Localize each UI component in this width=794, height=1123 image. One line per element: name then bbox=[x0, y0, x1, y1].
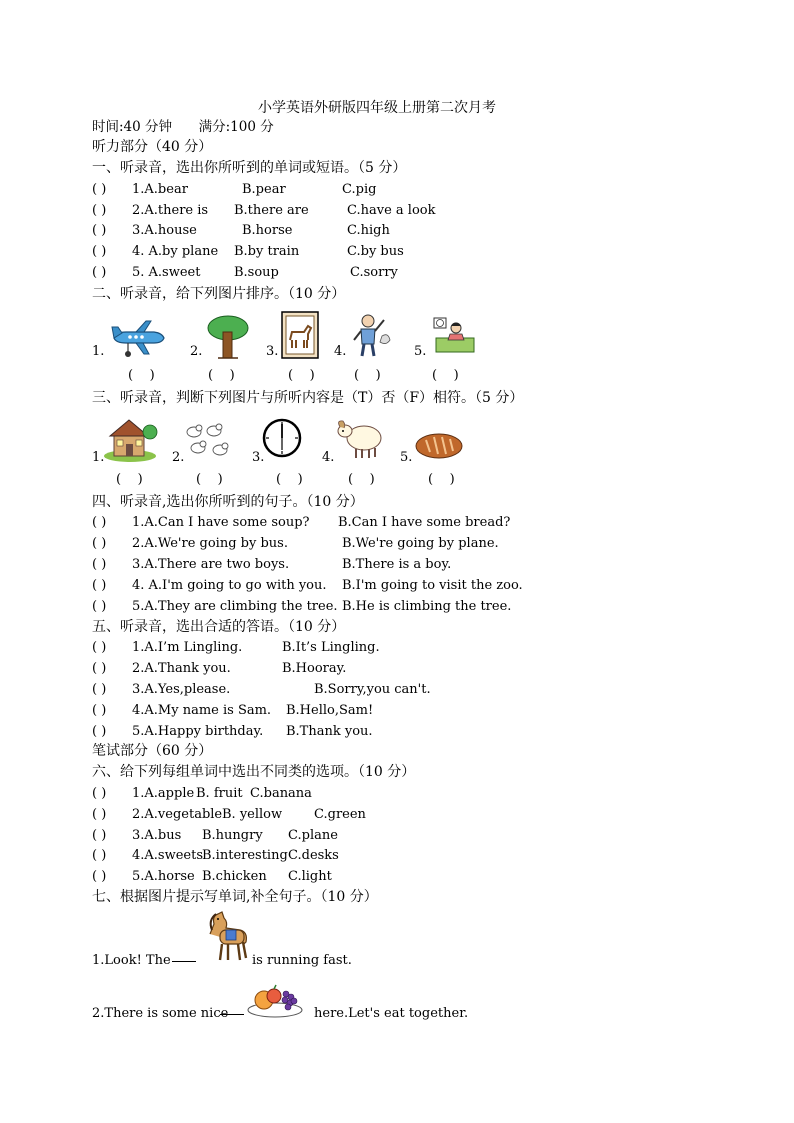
option-b: B.Sorry,you can't. bbox=[314, 682, 431, 697]
answer-blank[interactable]: ( ) bbox=[128, 368, 155, 383]
option-c: C.sorry bbox=[350, 265, 398, 280]
option-b: B.Can I have some bread? bbox=[338, 515, 511, 530]
horse-icon bbox=[200, 910, 252, 966]
option-b: B.There is a boy. bbox=[342, 557, 452, 572]
option-a: 2.A.Thank you. bbox=[132, 661, 231, 676]
picture-number: 3. bbox=[266, 344, 279, 359]
section6-heading: 六、给下列每组单词中选出不同类的选项。（10 分） bbox=[92, 764, 416, 780]
answer-blank[interactable]: ( ) bbox=[116, 472, 143, 487]
option-b: B.It’s Lingling. bbox=[282, 640, 380, 655]
answer-blank[interactable] bbox=[92, 638, 106, 658]
picture-number: 2. bbox=[172, 450, 185, 465]
answer-blank[interactable] bbox=[92, 784, 106, 804]
option-a: 4. A.by plane bbox=[132, 244, 219, 259]
picture-number: 5. bbox=[414, 344, 427, 359]
section1-heading: 一、听录音，选出你所听到的单词或短语。（5 分） bbox=[92, 160, 407, 176]
picture-number: 4. bbox=[334, 344, 347, 359]
answer-blank[interactable]: ( ) bbox=[432, 368, 459, 383]
answer-blank[interactable]: ( ) bbox=[196, 472, 223, 487]
answer-blank[interactable]: ( ) bbox=[428, 472, 455, 487]
picture-number: 3. bbox=[252, 450, 265, 465]
option-a: 1.A.bear bbox=[132, 182, 188, 197]
option-c: C.light bbox=[288, 869, 332, 884]
option-b: B. fruit bbox=[196, 786, 243, 801]
answer-blank[interactable] bbox=[92, 576, 106, 596]
tree-icon bbox=[204, 314, 250, 360]
answer-blank[interactable] bbox=[92, 680, 106, 700]
answer-blank[interactable] bbox=[92, 826, 106, 846]
clock-icon bbox=[262, 414, 302, 462]
option-a: 3.A.Yes,please. bbox=[132, 682, 231, 697]
option-b: B.there are bbox=[234, 203, 309, 218]
answer-blank[interactable] bbox=[92, 242, 106, 262]
answer-blank[interactable]: ( ) bbox=[348, 472, 375, 487]
answer-blank[interactable] bbox=[92, 597, 106, 617]
section4-heading: 四、听录音,选出你所听到的句子。（10 分） bbox=[92, 494, 364, 510]
option-a: 4.A.My name is Sam. bbox=[132, 703, 272, 718]
answer-blank[interactable]: ( ) bbox=[288, 368, 315, 383]
horse-picture-icon bbox=[280, 310, 320, 360]
sentence-text: is running fast. bbox=[252, 953, 352, 968]
answer-blank[interactable]: ( ) bbox=[276, 472, 303, 487]
section5-heading: 五、听录音，选出合适的答语。（10 分） bbox=[92, 619, 346, 635]
option-c: C.green bbox=[314, 807, 366, 822]
time-limit: 时间:40 分钟 bbox=[92, 119, 173, 135]
girl-in-bed-icon bbox=[432, 314, 476, 356]
option-a: 4.A.sweets bbox=[132, 848, 204, 863]
man-waving-icon bbox=[346, 312, 392, 358]
option-c: C.high bbox=[347, 223, 390, 238]
picture-number: 4. bbox=[322, 450, 335, 465]
sheep-icon bbox=[334, 416, 384, 460]
answer-blank[interactable]: ( ) bbox=[354, 368, 381, 383]
full-score: 满分:100 分 bbox=[198, 119, 274, 135]
answer-blank[interactable] bbox=[92, 805, 106, 825]
section3-heading: 三、听录音，判断下列图片与所听内容是（T）否（F）相符。（5 分） bbox=[92, 390, 524, 406]
option-a: 3.A.There are two boys. bbox=[132, 557, 290, 572]
option-c: C.pig bbox=[342, 182, 377, 197]
option-a: 5.A.Happy birthday. bbox=[132, 724, 264, 739]
fruit-plate-icon bbox=[246, 982, 304, 1018]
option-b: B.soup bbox=[234, 265, 279, 280]
answer-blank[interactable] bbox=[92, 701, 106, 721]
answer-blank[interactable] bbox=[92, 659, 106, 679]
answer-blank[interactable] bbox=[92, 201, 106, 221]
option-b: B.horse bbox=[242, 223, 293, 238]
option-a: 1.A.I’m Lingling. bbox=[132, 640, 243, 655]
option-c: C.desks bbox=[288, 848, 339, 863]
option-b: B. yellow bbox=[222, 807, 283, 822]
option-a: 5.A.They are climbing the tree. bbox=[132, 599, 338, 614]
answer-blank[interactable] bbox=[92, 555, 106, 575]
picture-number: 2. bbox=[190, 344, 203, 359]
option-b: B.I'm going to visit the zoo. bbox=[342, 578, 523, 593]
option-b: B.We're going by plane. bbox=[342, 536, 499, 551]
written-header: 笔试部分（60 分） bbox=[92, 743, 213, 759]
option-a: 2.A.there is bbox=[132, 203, 209, 218]
answer-blank[interactable] bbox=[92, 846, 106, 866]
chicks-icon bbox=[184, 422, 236, 462]
option-b: B.interesting bbox=[202, 848, 288, 863]
section2-heading: 二、听录音，给下列图片排序。（10 分） bbox=[92, 286, 346, 302]
page-title: 小学英语外研版四年级上册第二次月考 bbox=[258, 100, 496, 116]
airplane-icon bbox=[110, 318, 166, 360]
option-b: B.hungry bbox=[202, 828, 263, 843]
answer-blank[interactable] bbox=[92, 867, 106, 887]
option-c: C.by bus bbox=[347, 244, 404, 259]
option-b: B.Thank you. bbox=[286, 724, 373, 739]
answer-blank[interactable] bbox=[92, 180, 106, 200]
answer-blank[interactable] bbox=[92, 722, 106, 742]
picture-number: 1. bbox=[92, 344, 105, 359]
answer-blank[interactable] bbox=[92, 263, 106, 283]
option-b: B.pear bbox=[242, 182, 286, 197]
picture-number: 1. bbox=[92, 450, 105, 465]
option-c: C.plane bbox=[288, 828, 338, 843]
house-icon bbox=[102, 416, 158, 462]
option-a: 5.A.horse bbox=[132, 869, 195, 884]
option-a: 2.A.We're going by bus. bbox=[132, 536, 288, 551]
section7-heading: 七、根据图片提示写单词,补全句子。（10 分） bbox=[92, 889, 378, 905]
picture-number: 5. bbox=[400, 450, 413, 465]
sentence-text: 1.Look! The bbox=[92, 953, 171, 968]
option-a: 3.A.house bbox=[132, 223, 197, 238]
sentence-text: 2.There is some nice bbox=[92, 1006, 229, 1021]
answer-blank[interactable] bbox=[92, 534, 106, 554]
option-c: C.have a look bbox=[347, 203, 436, 218]
option-b: B.He is climbing the tree. bbox=[342, 599, 512, 614]
exam-meta bbox=[92, 117, 274, 137]
option-b: B.chicken bbox=[202, 869, 267, 884]
option-a: 2.A.vegetable bbox=[132, 807, 223, 822]
option-b: B.Hello,Sam! bbox=[286, 703, 374, 718]
answer-blank[interactable] bbox=[92, 513, 106, 533]
listening-header: 听力部分（40 分） bbox=[92, 139, 213, 155]
answer-blank[interactable]: ( ) bbox=[208, 368, 235, 383]
sentence-text: here.Let's eat together. bbox=[314, 1006, 469, 1021]
option-b: B.by train bbox=[234, 244, 300, 259]
option-a: 3.A.bus bbox=[132, 828, 182, 843]
option-a: 1.A.apple bbox=[132, 786, 195, 801]
option-a: 5. A.sweet bbox=[132, 265, 201, 280]
option-a: 4. A.I'm going to go with you. bbox=[132, 578, 327, 593]
option-b: B.Hooray. bbox=[282, 661, 347, 676]
option-a: 1.A.Can I have some soup? bbox=[132, 515, 310, 530]
option-c: C.banana bbox=[250, 786, 312, 801]
bread-icon bbox=[414, 430, 464, 460]
answer-blank[interactable] bbox=[92, 221, 106, 241]
